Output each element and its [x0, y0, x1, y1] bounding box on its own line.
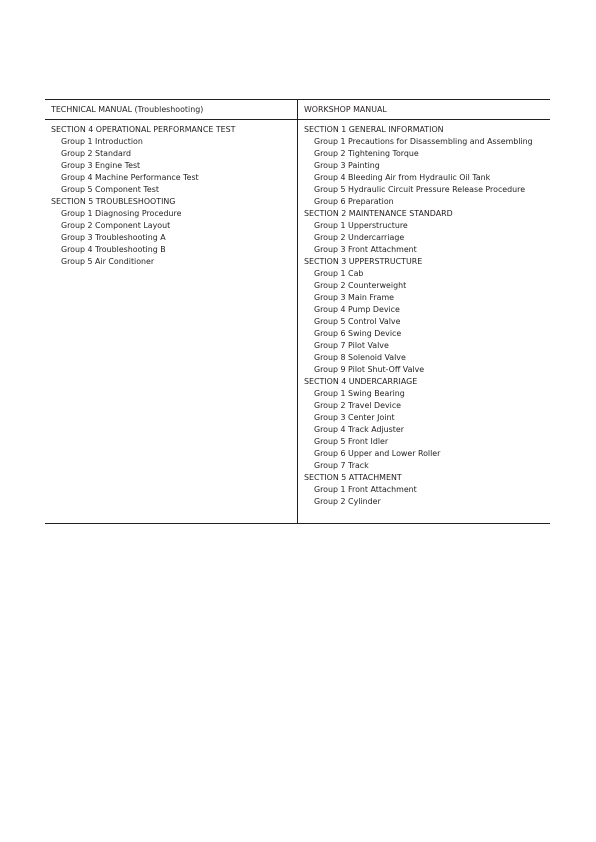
- group-item: Group 5 Component Test: [61, 185, 159, 194]
- group-item: Group 2 Tightening Torque: [314, 149, 419, 158]
- group-item: Group 5 Front Idler: [314, 437, 389, 446]
- manual-contents-table: [45, 99, 550, 524]
- group-item: Group 7 Track: [314, 461, 369, 470]
- group-item: Group 8 Solenoid Valve: [314, 353, 406, 362]
- group-item: Group 4 Troubleshooting B: [61, 245, 166, 254]
- group-item: Group 4 Machine Performance Test: [61, 173, 199, 182]
- group-item: Group 5 Control Valve: [314, 317, 401, 326]
- group-item: Group 2 Undercarriage: [314, 233, 405, 242]
- group-item: Group 3 Engine Test: [61, 161, 141, 170]
- group-item: Group 2 Travel Device: [314, 401, 402, 410]
- group-item: Group 1 Front Attachment: [314, 485, 417, 494]
- group-item: Group 6 Swing Device: [314, 329, 402, 338]
- group-item: Group 3 Center Joint: [314, 413, 395, 422]
- group-item: Group 2 Counterweight: [314, 281, 407, 290]
- group-item: Group 5 Air Conditioner: [61, 257, 155, 266]
- technical-manual-entry-list: [45, 120, 297, 268]
- technical-manual-column: [45, 100, 297, 523]
- section-heading: SECTION 3 UPPERSTRUCTURE: [304, 257, 423, 266]
- group-item: Group 3 Painting: [314, 161, 380, 170]
- group-item: Group 5 Hydraulic Circuit Pressure Release Procedure: [314, 185, 526, 194]
- technical-manual-header: TECHNICAL MANUAL (Troubleshooting): [45, 100, 297, 120]
- group-item: Group 3 Main Frame: [314, 293, 394, 302]
- group-item: Group 4 Bleeding Air from Hydraulic Oil Tank: [314, 173, 491, 182]
- workshop-manual-header: WORKSHOP MANUAL: [298, 100, 550, 120]
- group-item: Group 4 Track Adjuster: [314, 425, 404, 434]
- group-item: Group 1 Cab: [314, 269, 364, 278]
- section-heading: SECTION 5 ATTACHMENT: [304, 473, 402, 482]
- section-heading: SECTION 4 OPERATIONAL PERFORMANCE TEST: [51, 125, 236, 134]
- group-item: Group 7 Pilot Valve: [314, 341, 389, 350]
- group-item: Group 1 Upperstructure: [314, 221, 408, 230]
- group-item: Group 9 Pilot Shut-Off Valve: [314, 365, 425, 374]
- group-item: Group 1 Diagnosing Procedure: [61, 209, 182, 218]
- group-item: Group 1 Precautions for Disassembling and Assembling: [314, 137, 533, 146]
- group-item: Group 6 Upper and Lower Roller: [314, 449, 441, 458]
- section-heading: SECTION 5 TROUBLESHOOTING: [51, 197, 176, 206]
- group-item: Group 2 Cylinder: [314, 497, 381, 506]
- group-item: Group 4 Pump Device: [314, 305, 400, 314]
- section-heading: SECTION 1 GENERAL INFORMATION: [304, 125, 444, 134]
- group-item: Group 1 Introduction: [61, 137, 143, 146]
- section-heading: SECTION 4 UNDERCARRIAGE: [304, 377, 418, 386]
- group-item: Group 1 Swing Bearing: [314, 389, 405, 398]
- workshop-manual-entry-list: [298, 120, 550, 508]
- group-item: Group 3 Front Attachment: [314, 245, 417, 254]
- group-item: Group 6 Preparation: [314, 197, 394, 206]
- group-item: Group 2 Standard: [61, 149, 131, 158]
- group-item: Group 2 Component Layout: [61, 221, 171, 230]
- workshop-manual-column: [297, 100, 550, 523]
- section-heading: SECTION 2 MAINTENANCE STANDARD: [304, 209, 453, 218]
- group-item: Group 3 Troubleshooting A: [61, 233, 166, 242]
